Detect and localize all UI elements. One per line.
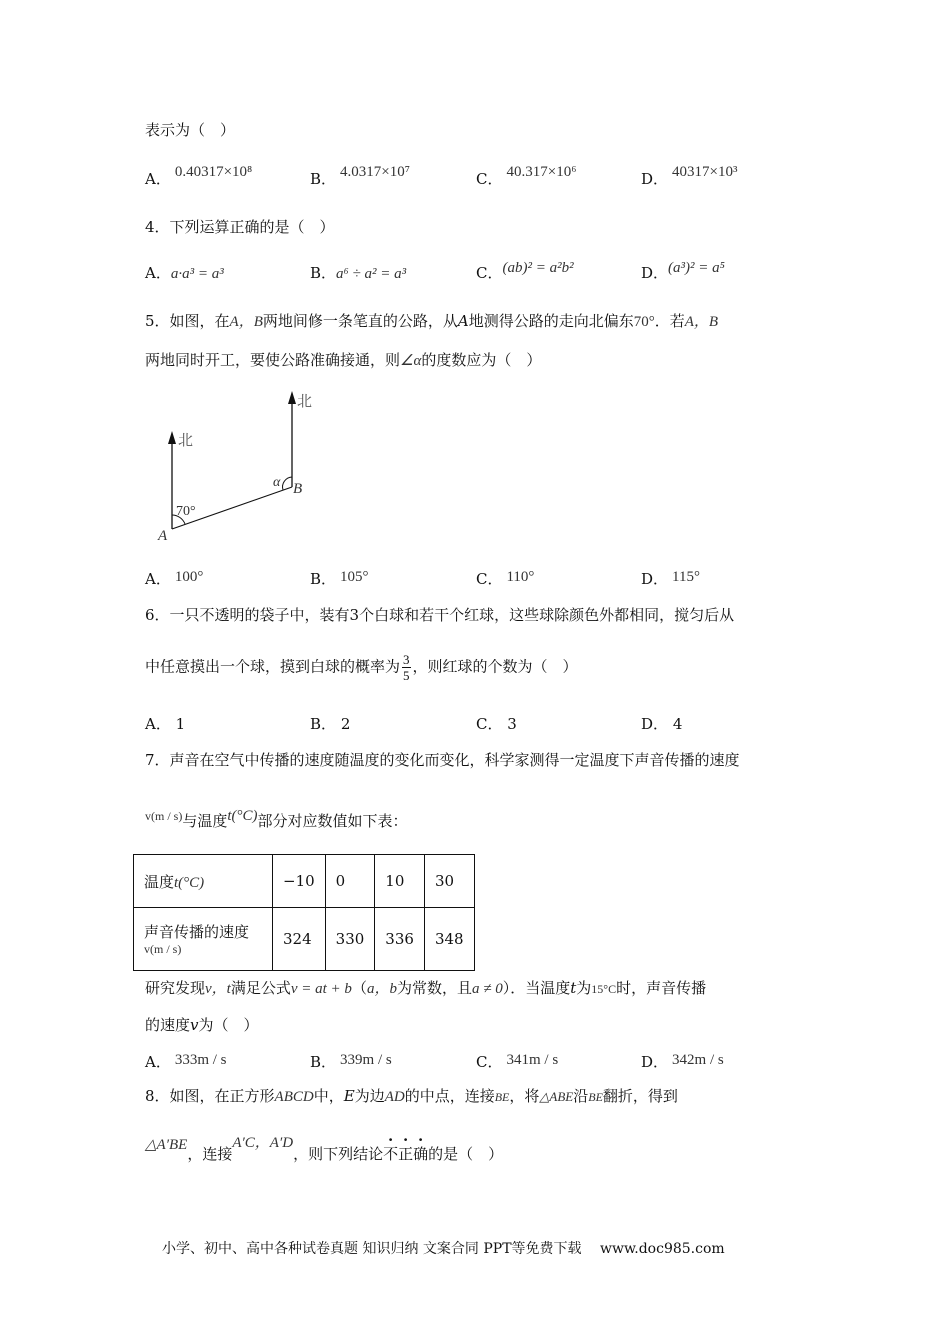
table-cell: 348 — [424, 908, 474, 971]
q4-option-a — [145, 262, 224, 283]
math: ∠α — [400, 353, 422, 369]
option-label: A． — [145, 570, 171, 588]
table-row — [134, 908, 475, 971]
north-label-b: 北 — [297, 392, 313, 410]
option-label: D． — [641, 264, 669, 282]
text: ）．当温度 — [502, 979, 571, 997]
q6-stem-line2 — [145, 652, 578, 683]
option-label: D． — [641, 1053, 669, 1071]
option-label: B． — [310, 570, 337, 588]
q7-stem-line1: 7．声音在空气中传播的速度随温度的变化而变化，科学家测得一定温度下声音传播的速度 — [145, 751, 740, 769]
q3-option-c — [476, 164, 577, 189]
emphasis-char: 不 — [383, 1145, 399, 1163]
option-value: 40317×10³ — [672, 164, 738, 180]
option-value: 3 — [507, 715, 517, 733]
q5-figure — [140, 380, 340, 550]
option-value: 0.40317×10⁸ — [174, 164, 253, 180]
math: a，b — [366, 981, 397, 997]
cell-label: 声音传播的速度 — [144, 923, 250, 941]
math: t(°C) — [227, 808, 258, 824]
text: 的中点，连接 — [404, 1087, 495, 1105]
q7-stem-line3 — [145, 977, 706, 998]
text: 为常数，且 — [396, 979, 472, 997]
option-value: 105° — [340, 569, 369, 585]
q4-option-c — [476, 262, 574, 283]
option-label: C． — [476, 264, 503, 282]
q6-option-d — [641, 713, 682, 734]
text: 的是（ ） — [428, 1145, 504, 1163]
math: A — [457, 312, 469, 330]
text: 翻折，得到 — [602, 1087, 678, 1105]
text: 两地间修一条笔直的公路，从 — [262, 312, 458, 330]
q5-option-d — [641, 568, 700, 589]
text: 中， — [313, 1087, 344, 1105]
cell-unit: v(m / s) — [144, 942, 182, 956]
arrowhead-icon — [168, 431, 176, 444]
q8-stem-line2 — [145, 1135, 504, 1164]
text: 为（ ） — [198, 1016, 259, 1034]
math: t — [570, 979, 577, 997]
text: ，连接 — [187, 1145, 233, 1163]
text: 5．如图，在 — [145, 312, 230, 330]
option-label: B． — [310, 264, 337, 282]
option-label: D． — [641, 570, 669, 588]
option-value: a⁶ ÷ a² = a³ — [336, 266, 407, 282]
option-value: a·a³ = a³ — [170, 266, 224, 282]
math: BE — [588, 1090, 603, 1104]
text: ，则红球的个数为（ ） — [412, 657, 578, 676]
alpha-label: α — [273, 475, 281, 490]
option-label: A． — [145, 715, 171, 733]
math: E — [343, 1087, 355, 1105]
text: 为边 — [354, 1087, 385, 1105]
option-value: 333m / s — [174, 1052, 227, 1068]
option-value: 339m / s — [340, 1052, 392, 1068]
math: A，B — [684, 314, 719, 330]
q7-stem-line2 — [145, 810, 408, 831]
q5-stem-line2 — [145, 349, 541, 370]
q8-stem-line1 — [145, 1085, 678, 1106]
math: v — [190, 1016, 199, 1034]
cell-unit: t(°C) — [174, 874, 205, 891]
option-value: 115° — [672, 569, 700, 585]
text: 研究发现 — [145, 979, 206, 997]
point-a-label: A — [158, 528, 168, 544]
q5-stem-line1 — [145, 310, 718, 331]
q6-option-c — [476, 713, 517, 734]
math: v(m / s) — [145, 809, 183, 823]
q7-option-c — [476, 1051, 558, 1072]
table-header-cell — [134, 855, 273, 908]
option-value: 110° — [506, 569, 535, 585]
numerator: 3 — [403, 652, 410, 667]
q5-option-a — [145, 568, 203, 589]
option-value: 341m / s — [506, 1052, 559, 1068]
point-b-label: B — [293, 481, 303, 497]
q3-stem-tail: 表示为（ ） — [145, 121, 236, 139]
option-label: A． — [145, 170, 171, 188]
text: 的度数应为（ ） — [421, 351, 542, 369]
text: 8．如图，在正方形 — [145, 1087, 275, 1105]
table-cell: 330 — [325, 908, 375, 971]
text: 沿 — [573, 1087, 589, 1105]
text: （ — [351, 979, 367, 997]
text: 满足公式 — [230, 979, 291, 997]
text: ．若 — [654, 312, 685, 330]
option-value: 40.317×10⁶ — [506, 164, 577, 180]
text: 部分对应数值如下表： — [257, 812, 408, 830]
option-value: 2 — [340, 715, 351, 733]
q7-stem-line4 — [145, 1014, 259, 1035]
option-value: 1 — [175, 715, 186, 733]
q7-data-table — [133, 854, 475, 971]
table-header-cell — [134, 908, 273, 971]
option-value: 4.0317×10⁷ — [340, 164, 410, 180]
q7-option-d — [641, 1051, 724, 1072]
option-label: D． — [641, 715, 669, 733]
table-row — [134, 855, 475, 908]
table-cell: 30 — [424, 855, 474, 908]
emphasis-char: 正 — [398, 1145, 414, 1163]
table-cell: −10 — [273, 855, 326, 908]
text: 为 — [576, 979, 592, 997]
math: 70° — [633, 314, 655, 330]
text: 的速度 — [145, 1016, 191, 1034]
north-label-a: 北 — [178, 431, 194, 449]
math: v = at + b — [290, 981, 352, 997]
q3-option-d — [641, 164, 738, 189]
math: △A′BE — [145, 1137, 188, 1153]
q3-option-a — [145, 164, 253, 189]
option-value: 4 — [672, 715, 683, 733]
option-label: B． — [310, 1053, 337, 1071]
q3-option-b — [310, 164, 410, 189]
denominator: 5 — [403, 668, 410, 683]
table-cell: 336 — [375, 908, 425, 971]
q4-option-d — [641, 262, 725, 283]
math: BE — [494, 1090, 510, 1104]
q4-stem: 4．下列运算正确的是（ ） — [145, 218, 335, 236]
emphasis-char: 确 — [413, 1145, 429, 1163]
table-cell: 10 — [375, 855, 425, 908]
text: 地测得公路的走向北偏东 — [468, 312, 634, 330]
angle-label-70: 70° — [176, 504, 196, 519]
option-value: 342m / s — [672, 1052, 724, 1068]
table-cell: 324 — [273, 908, 326, 971]
q7-option-b — [310, 1051, 392, 1072]
q4-option-b — [310, 262, 406, 283]
option-label: B． — [310, 170, 337, 188]
math: ABCD — [274, 1089, 314, 1105]
text: 时，声音传播 — [616, 979, 707, 997]
math: A′C，A′D — [232, 1135, 294, 1151]
option-label: C． — [476, 715, 503, 733]
cell-label: 温度 — [144, 872, 175, 891]
option-label: A． — [145, 264, 171, 282]
q6-stem-line1: 6．一只不透明的袋子中，装有3个白球和若干个红球，这些球除颜色外都相同，搅匀后从 — [145, 606, 735, 624]
fraction — [402, 652, 411, 683]
q5-option-b — [310, 568, 369, 589]
math: a ≠ 0 — [471, 981, 503, 997]
math: AD — [384, 1089, 405, 1105]
option-value: (ab)² = a²b² — [502, 260, 574, 276]
math: 15°C — [591, 982, 617, 996]
page-footer: 小学、初中、高中各种试卷真题 知识归纳 文案合同 PPT等免费下载 www.doc985.com — [162, 1241, 725, 1257]
option-label: B． — [310, 715, 337, 733]
arrowhead-icon — [288, 391, 296, 404]
q7-option-a — [145, 1051, 227, 1072]
option-label: C． — [476, 170, 503, 188]
q6-option-b — [310, 713, 350, 734]
text: ，将 — [509, 1087, 540, 1105]
math: A，B — [229, 314, 263, 330]
option-label: C． — [476, 1053, 503, 1071]
option-label: A． — [145, 1053, 171, 1071]
math: △ABE — [539, 1089, 574, 1104]
table-cell: 0 — [325, 855, 375, 908]
option-value: (a³)² = a⁵ — [668, 260, 725, 276]
q6-option-a — [145, 713, 185, 734]
text: ，则下列结论 — [293, 1145, 384, 1163]
q5-option-c — [476, 568, 534, 589]
text: 中任意摸出一个球，摸到白球的概率为 — [145, 657, 401, 676]
option-label: C． — [476, 570, 503, 588]
option-label: D． — [641, 170, 669, 188]
option-value: 100° — [174, 569, 204, 585]
text: 两地同时开工，要使公路准确接通，则 — [145, 351, 401, 369]
text: 与温度 — [182, 812, 228, 830]
math: v，t — [205, 981, 231, 997]
